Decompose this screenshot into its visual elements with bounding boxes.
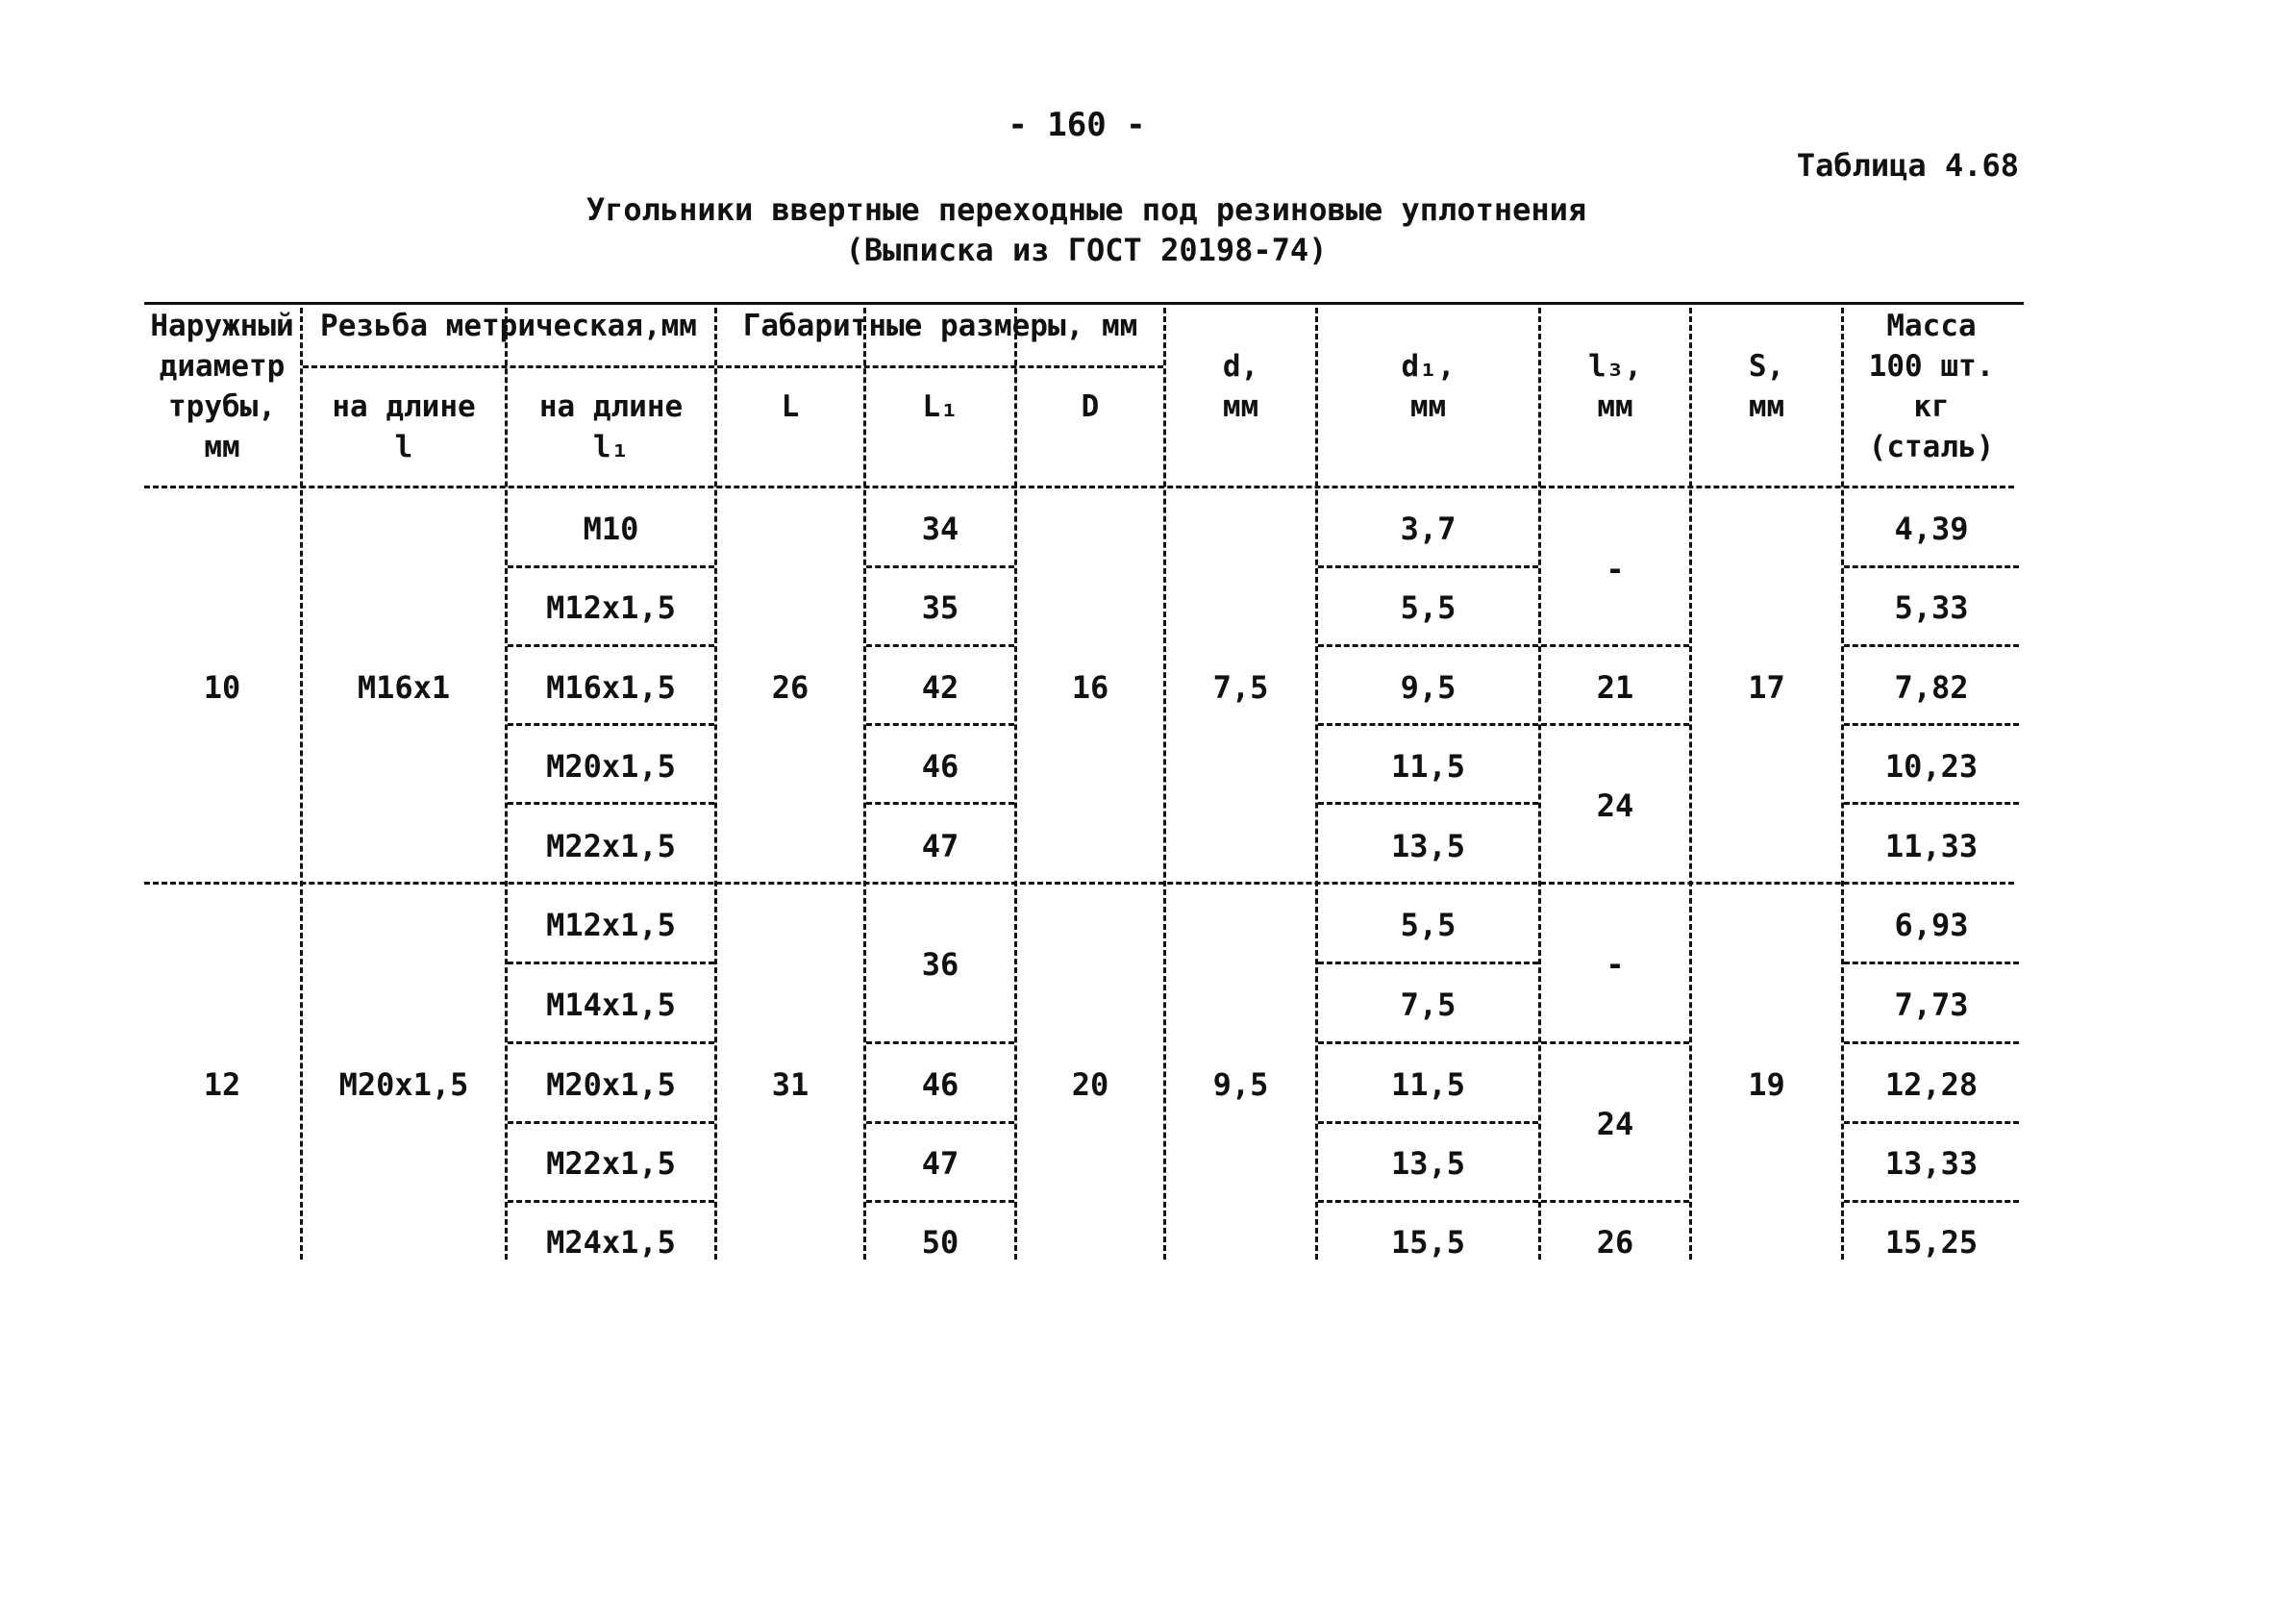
header-mass: Масса 100 шт. кг (сталь) bbox=[1868, 309, 1995, 464]
cell-d1: 5,5 bbox=[1400, 907, 1457, 943]
row-rule bbox=[1844, 723, 2019, 726]
row-rule bbox=[1844, 1041, 2019, 1044]
cell-mass: 5,33 bbox=[1894, 589, 1969, 626]
row-rule bbox=[866, 802, 1014, 805]
cell-L1: 34 bbox=[921, 511, 959, 547]
cell-l3: 24 bbox=[1596, 787, 1634, 824]
row-rule bbox=[1541, 644, 1689, 647]
row-rule bbox=[1844, 962, 2019, 964]
cell-S: 17 bbox=[1748, 669, 1785, 706]
row-rule bbox=[1318, 802, 1538, 805]
cell-L1: 50 bbox=[921, 1224, 959, 1261]
cell-thread-l1: М16х1,5 bbox=[546, 669, 676, 706]
cell-thread-l1: М24х1,5 bbox=[546, 1224, 676, 1261]
header-D: D bbox=[1081, 389, 1100, 424]
cell-D: 20 bbox=[1071, 1066, 1109, 1103]
cell-pipe: 10 bbox=[203, 669, 241, 706]
cell-L1: 36 bbox=[921, 946, 959, 983]
row-rule bbox=[1844, 802, 2019, 805]
row-rule bbox=[1844, 644, 2019, 647]
row-rule bbox=[1541, 1041, 1689, 1044]
cell-thread-l1: М14х1,5 bbox=[546, 987, 676, 1023]
cell-L: 31 bbox=[771, 1066, 809, 1103]
cell-S: 19 bbox=[1748, 1066, 1785, 1103]
row-rule bbox=[508, 962, 714, 964]
cell-mass: 11,33 bbox=[1884, 828, 1979, 864]
header-d1: d₁, мм bbox=[1401, 349, 1456, 424]
header-subrule bbox=[303, 365, 1163, 368]
cell-L1: 46 bbox=[921, 1066, 959, 1103]
cell-l3: - bbox=[1606, 551, 1625, 587]
group-separator bbox=[144, 882, 2014, 885]
row-rule bbox=[1318, 644, 1538, 647]
cell-pipe: 12 bbox=[203, 1066, 241, 1103]
cell-D: 16 bbox=[1071, 669, 1109, 706]
cell-d1: 13,5 bbox=[1390, 1145, 1466, 1182]
cell-d: 9,5 bbox=[1212, 1066, 1269, 1103]
cell-d1: 3,7 bbox=[1400, 511, 1457, 547]
row-rule bbox=[1318, 723, 1538, 726]
cell-d1: 11,5 bbox=[1390, 748, 1466, 785]
col-separator bbox=[1014, 308, 1017, 1260]
cell-l3: - bbox=[1606, 946, 1625, 983]
row-rule bbox=[508, 723, 714, 726]
cell-thread-l: М16х1 bbox=[357, 669, 451, 706]
cell-L1: 42 bbox=[921, 669, 959, 706]
header-thread-l1: на длине l₁ bbox=[538, 389, 684, 464]
cell-d: 7,5 bbox=[1212, 669, 1269, 706]
row-rule bbox=[508, 1121, 714, 1124]
cell-thread-l1: М10 bbox=[583, 511, 639, 547]
cell-d1: 13,5 bbox=[1390, 828, 1466, 864]
row-rule bbox=[1541, 1200, 1689, 1203]
cell-l3: 21 bbox=[1596, 669, 1634, 706]
row-rule bbox=[1844, 1121, 2019, 1124]
row-rule bbox=[508, 1200, 714, 1203]
header-l3: l₃, мм bbox=[1588, 349, 1642, 424]
row-rule bbox=[866, 1121, 1014, 1124]
cell-thread-l1: М12х1,5 bbox=[546, 589, 676, 626]
row-rule bbox=[508, 802, 714, 805]
cell-L1: 47 bbox=[921, 1145, 959, 1182]
table-title bbox=[385, 189, 1788, 270]
cell-thread-l1: М20х1,5 bbox=[546, 748, 676, 785]
row-rule bbox=[1318, 565, 1538, 568]
cell-l3: 24 bbox=[1596, 1106, 1634, 1142]
header-overall-dims: Габаритные размеры, мм bbox=[742, 309, 1138, 343]
cell-mass: 4,39 bbox=[1894, 511, 1969, 547]
cell-d1: 9,5 bbox=[1400, 669, 1457, 706]
cell-thread-l1: М20х1,5 bbox=[546, 1066, 676, 1103]
row-rule bbox=[866, 723, 1014, 726]
cell-thread-l: М20х1,5 bbox=[338, 1066, 469, 1103]
header-S: S, мм bbox=[1748, 349, 1785, 424]
header-thread-l: на длине l bbox=[332, 389, 476, 464]
row-rule bbox=[1318, 1041, 1538, 1044]
cell-l3: 26 bbox=[1596, 1224, 1634, 1261]
cell-mass: 15,25 bbox=[1884, 1224, 1979, 1261]
cell-d1: 5,5 bbox=[1400, 589, 1457, 626]
header-L1: L₁ bbox=[922, 389, 959, 424]
cell-L1: 47 bbox=[921, 828, 959, 864]
row-rule bbox=[508, 565, 714, 568]
header-pipe-diameter: Наружный диаметр трубы, мм bbox=[150, 309, 294, 464]
title-line-2: (Выписка из ГОСТ 20198-74) bbox=[845, 232, 1328, 268]
header-L: L bbox=[781, 389, 800, 424]
cell-mass: 12,28 bbox=[1884, 1066, 1979, 1103]
row-rule bbox=[1318, 1121, 1538, 1124]
header-d: d, мм bbox=[1222, 349, 1259, 424]
row-rule bbox=[508, 644, 714, 647]
cell-d1: 11,5 bbox=[1390, 1066, 1466, 1103]
cell-mass: 6,93 bbox=[1894, 907, 1969, 943]
table-top-rule bbox=[144, 302, 2024, 305]
cell-mass: 13,33 bbox=[1884, 1145, 1979, 1182]
cell-L1: 46 bbox=[921, 748, 959, 785]
cell-mass: 7,73 bbox=[1894, 987, 1969, 1023]
row-rule bbox=[866, 644, 1014, 647]
row-rule bbox=[1844, 1200, 2019, 1203]
header-thread-metric: Резьба метрическая,мм bbox=[320, 309, 697, 343]
col-separator bbox=[1689, 308, 1692, 1260]
cell-d1: 15,5 bbox=[1390, 1224, 1466, 1261]
cell-thread-l1: М22х1,5 bbox=[546, 828, 676, 864]
col-separator bbox=[714, 308, 717, 1260]
col-separator bbox=[1163, 308, 1166, 1260]
row-rule bbox=[1844, 565, 2019, 568]
table-label: Таблица 4.68 bbox=[1796, 147, 2019, 184]
cell-L1: 35 bbox=[921, 589, 959, 626]
cell-L: 26 bbox=[771, 669, 809, 706]
row-rule bbox=[508, 1041, 714, 1044]
row-rule bbox=[1541, 723, 1689, 726]
cell-mass: 7,82 bbox=[1894, 669, 1969, 706]
cell-d1: 7,5 bbox=[1400, 987, 1457, 1023]
page-number: - 160 - bbox=[1008, 106, 1146, 144]
cell-thread-l1: М12х1,5 bbox=[546, 907, 676, 943]
row-rule bbox=[866, 565, 1014, 568]
cell-thread-l1: М22х1,5 bbox=[546, 1145, 676, 1182]
row-rule bbox=[866, 1041, 1014, 1044]
header-bottom-rule bbox=[144, 486, 2014, 488]
cell-mass: 10,23 bbox=[1884, 748, 1979, 785]
row-rule bbox=[866, 1200, 1014, 1203]
title-line-1: Угольники ввертные переходные под резиновые уплотнения bbox=[585, 191, 1587, 228]
row-rule bbox=[1318, 1200, 1538, 1203]
row-rule bbox=[1318, 962, 1538, 964]
